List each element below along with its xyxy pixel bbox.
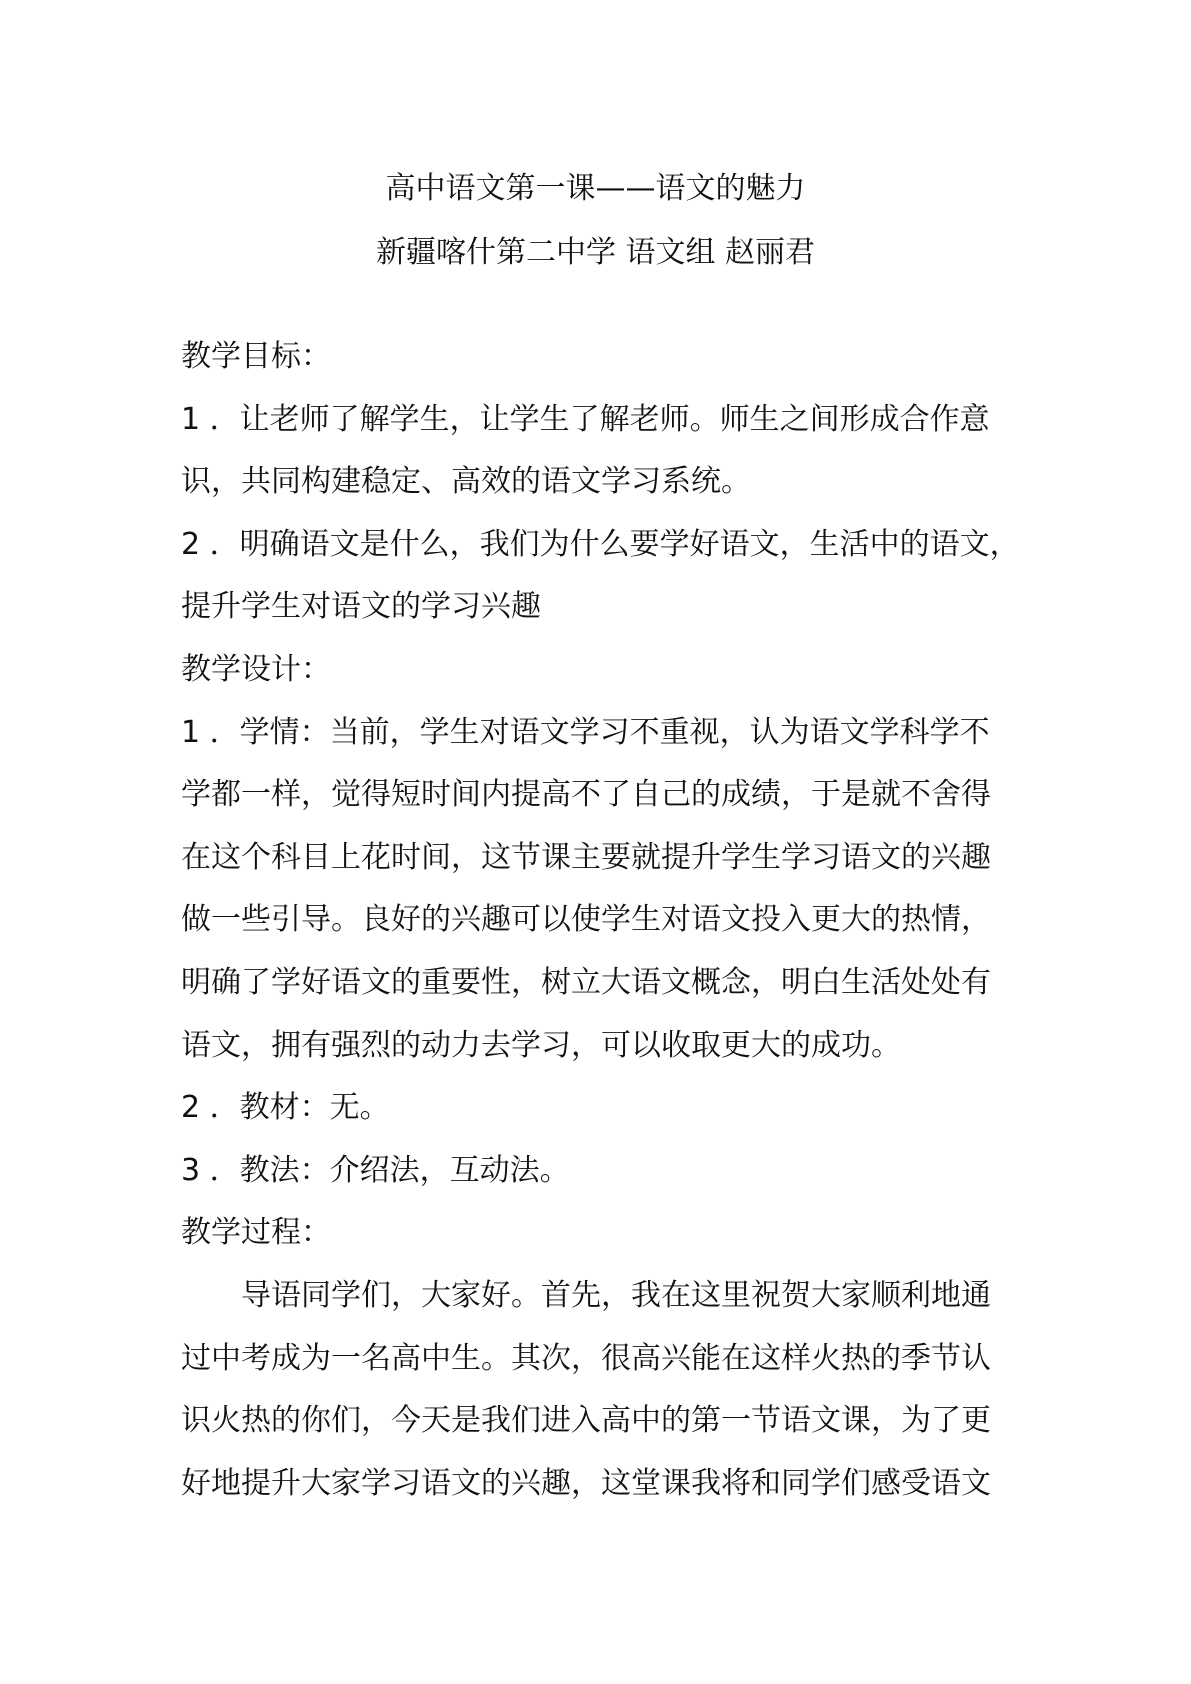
body-line: 提升学生对语文的学习兴趣 — [181, 589, 541, 625]
body-line: 过中考成为一名高中生。其次，很高兴能在这样火热的季节认 — [181, 1340, 991, 1376]
body-line: 导语同学们，大家好。首先，我在这里祝贺大家顺利地通 — [241, 1277, 991, 1313]
body-line: 在这个科目上花时间，这节课主要就提升学生学习语文的兴趣 — [181, 839, 991, 875]
body-line: 做一些引导。良好的兴趣可以使学生对语文投入更大的热情， — [181, 902, 991, 938]
document-title: 高中语文第一课——语文的魅力 — [385, 171, 806, 206]
body-line: 语文，拥有强烈的动力去学习，可以收取更大的成功。 — [181, 1027, 901, 1063]
body-line: 1 ．让老师了解学生，让学生了解老师。师生之间形成合作意 — [181, 401, 990, 437]
document-body — [181, 326, 1041, 1515]
section-heading-objectives: 教学目标： — [181, 339, 331, 374]
body-line: 1 ．学情：当前，学生对语文学习不重视，认为语文学科学不 — [181, 714, 990, 750]
body-line: 识火热的你们，今天是我们进入高中的第一节语文课，为了更 — [181, 1403, 991, 1439]
author-line: 新疆喀什第二中学 语文组 赵丽君 — [375, 235, 816, 270]
body-line: 2 ．明确语文是什么，我们为什么要学好语文，生活中的语文， — [181, 526, 1020, 562]
body-line: 学都一样，觉得短时间内提高不了自己的成绩，于是就不舍得 — [181, 777, 991, 813]
body-line: 2 ．教材：无。 — [181, 1090, 390, 1126]
body-line: 3 ．教法：介绍法，互动法。 — [181, 1152, 570, 1188]
section-heading-design: 教学设计： — [181, 651, 331, 687]
body-line: 好地提升大家学习语文的兴趣，这堂课我将和同学们感受语文 — [181, 1465, 991, 1501]
body-line: 明确了学好语文的重要性，树立大语文概念，明白生活处处有 — [181, 964, 991, 1000]
body-line: 识，共同构建稳定、高效的语文学习系统。 — [181, 464, 751, 500]
section-heading-process: 教学过程： — [181, 1215, 331, 1251]
